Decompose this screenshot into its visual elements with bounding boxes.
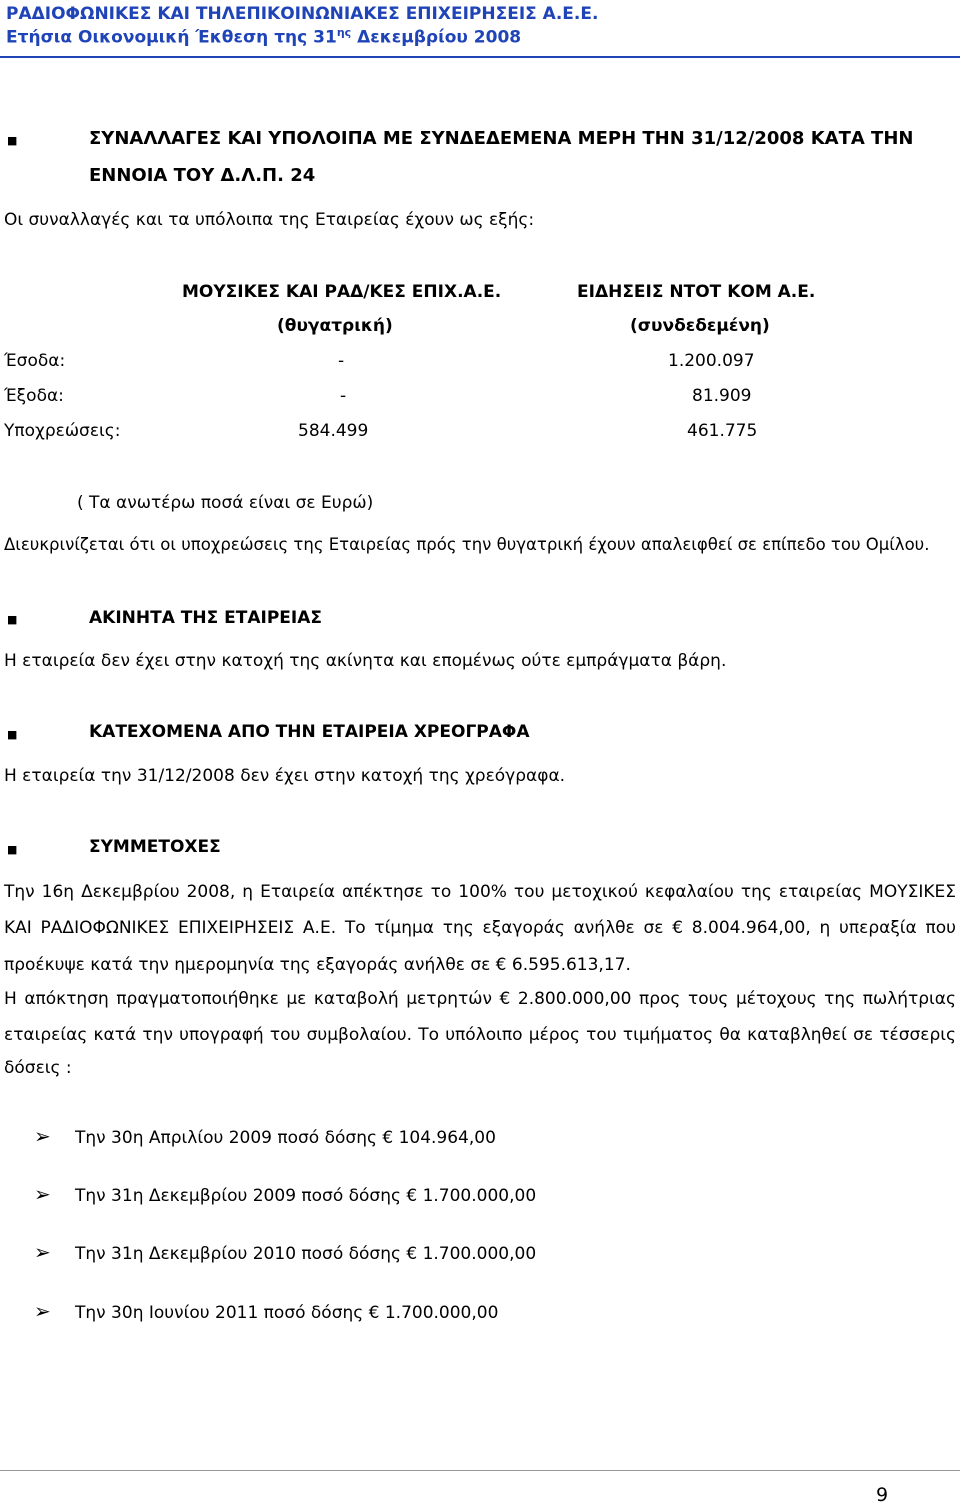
section4-paragraph-line: δόσεις : [4, 1058, 72, 1078]
section3-title: ΚΑΤΕΧΟΜΕΝΑ ΑΠΟ ΤΗΝ ΕΤΑΙΡΕΙΑ ΧΡΕΟΓΡΑΦΑ [89, 722, 530, 742]
square-bullet-icon: ■ [7, 613, 18, 626]
section4-paragraph-line: Η απόκτηση πραγματοποιήθηκε με καταβολή μετρητών € 2.800.000,00 προς τους μέτοχους της πωλήτριας [4, 989, 956, 1009]
table-col2-name: ΕΙΔΗΣΕΙΣ ΝΤΟΤ ΚΟΜ Α.Ε. [577, 282, 816, 302]
square-bullet-icon: ■ [7, 134, 18, 147]
header-report-suffix: Δεκεμβρίου 2008 [351, 27, 522, 48]
section2-title: ΑΚΙΝΗΤΑ ΤΗΣ ΕΤΑΙΡΕΙΑΣ [89, 608, 322, 628]
amounts-note: ( Τα ανωτέρω ποσά είναι σε Ευρώ) [77, 493, 374, 513]
table-row-label: Έσοδα: [4, 351, 66, 371]
table-row-label: Έξοδα: [4, 386, 64, 406]
section3-text: Η εταιρεία την 31/12/2008 δεν έχει στην κατοχή της χρεόγραφα. [4, 766, 566, 786]
table-col1-name: ΜΟΥΣΙΚΕΣ ΚΑΙ ΡΑΔ/ΚΕΣ ΕΠΙΧ.Α.Ε. [182, 282, 502, 302]
page-number: 9 [876, 1484, 889, 1506]
table-row-col2: 81.909 [692, 386, 752, 406]
section4-title: ΣΥΜΜΕΤΟΧΕΣ [89, 837, 221, 857]
installment-item: Την 31η Δεκεμβρίου 2010 ποσό δόσης € 1.700.000,00 [75, 1244, 537, 1264]
arrow-bullet-icon: ➢ [34, 1124, 51, 1148]
table-row-col2: 1.200.097 [668, 351, 755, 371]
header-report-sup: ης [336, 26, 352, 39]
installment-item: Την 30η Ιουνίου 2011 ποσό δόσης € 1.700.000,00 [75, 1303, 499, 1323]
section4-paragraph-line: ΚΑΙ ΡΑΔΙΟΦΩΝΙΚΕΣ ΕΠΙΧΕΙΡΗΣΕΙΣ Α.Ε. Το τίμημα της εξαγοράς ανήλθε σε € 8.004.964,00, η υπεραξία που [4, 918, 956, 938]
installment-item: Την 31η Δεκεμβρίου 2009 ποσό δόσης € 1.700.000,00 [75, 1186, 537, 1206]
section1-title-line1: ΣΥΝΑΛΛΑΓΕΣ ΚΑΙ ΥΠΟΛΟΙΠΑ ΜΕ ΣΥΝΔΕΔΕΜΕΝΑ ΜΕΡΗ ΤΗΝ 31/12/2008 ΚΑΤΑ ΤΗΝ [89, 128, 914, 149]
arrow-bullet-icon: ➢ [34, 1182, 51, 1206]
table-row-label: Υποχρεώσεις: [4, 421, 121, 441]
arrow-bullet-icon: ➢ [34, 1240, 51, 1264]
section4-paragraph-line: εταιρείας κατά την υπογραφή του συμβολαίου. Το υπόλοιπο μέρος του τιμήματος θα καταβληθεί σε τέσσερις [4, 1025, 956, 1045]
clarification-text: Διευκρινίζεται ότι οι υποχρεώσεις της Εταιρείας πρός την θυγατρική έχουν απαλειφθεί σε επίπεδο του Ομίλου. [4, 535, 930, 554]
table-row-col1: - [340, 386, 347, 406]
header-report-title [6, 26, 521, 48]
section4-paragraph-line: Την 16η Δεκεμβρίου 2008, η Εταιρεία απέκτησε το 100% του μετοχικού κεφαλαίου της εταιρείας ΜΟΥΣΙΚΕΣ [4, 882, 956, 902]
installment-item: Την 30η Απριλίου 2009 ποσό δόσης € 104.964,00 [75, 1128, 496, 1148]
header-report-prefix: Ετήσια Οικονομική Έκθεση της 31 [6, 27, 337, 48]
arrow-bullet-icon: ➢ [34, 1299, 51, 1323]
table-row-col1: 584.499 [298, 421, 369, 441]
header-company: ΡΑΔΙΟΦΩΝΙΚΕΣ ΚΑΙ ΤΗΛΕΠΙΚΟΙΝΩΝΙΑΚΕΣ ΕΠΙΧΕΙΡΗΣΕΙΣ Α.Ε.Ε. [6, 4, 599, 24]
footer-divider [0, 1470, 960, 1471]
table-row-col1: - [338, 351, 345, 371]
section1-intro: Οι συναλλαγές και τα υπόλοιπα της Εταιρείας έχουν ως εξής: [4, 210, 535, 230]
section4-paragraph-line: προέκυψε κατά την ημερομηνία της εξαγοράς ανήλθε σε € 6.595.613,17. [4, 955, 631, 975]
table-col1-sub: (θυγατρική) [277, 316, 393, 336]
header-divider [0, 56, 960, 58]
section2-text: Η εταιρεία δεν έχει στην κατοχή της ακίνητα και επομένως ούτε εμπράγματα βάρη. [4, 651, 727, 671]
table-col2-sub: (συνδεδεμένη) [630, 316, 770, 336]
square-bullet-icon: ■ [7, 843, 18, 856]
square-bullet-icon: ■ [7, 728, 18, 741]
table-row-col2: 461.775 [687, 421, 758, 441]
section1-title-line2: ΕΝΝΟΙΑ ΤΟΥ Δ.Λ.Π. 24 [89, 165, 316, 186]
